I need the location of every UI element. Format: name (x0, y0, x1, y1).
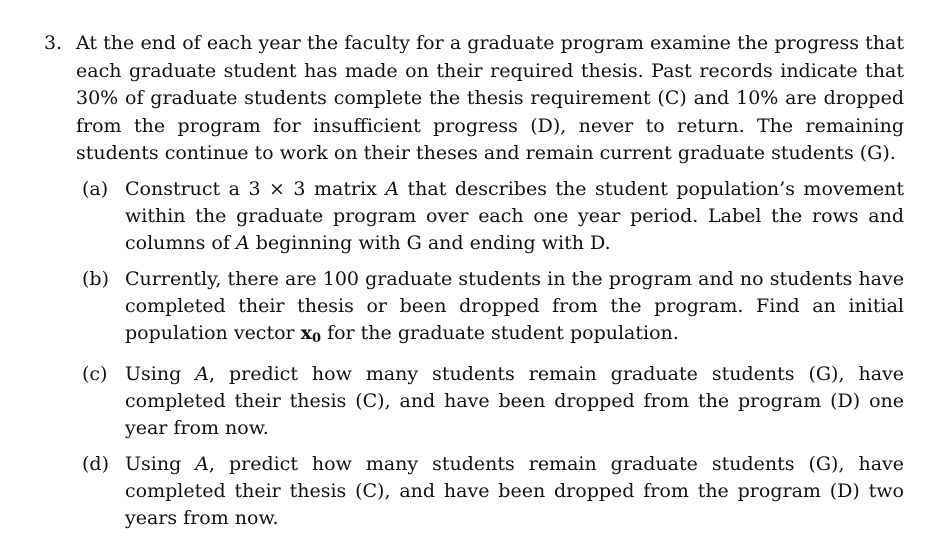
matrix-variable: A (195, 362, 209, 385)
part-c-label: (c) (82, 362, 108, 385)
part-d (82, 451, 904, 532)
problem-text: At the end of each year the faculty for a graduate program examine the progress that each graduate student has made on their required thesis. Past records indicate that 30% of graduate students complete the thesis requirement (C) and 10% are dropped from the program for insufficient progress (D), never to return. The remaining students continue to work on their theses and remain current graduate students (G). (76, 32, 904, 164)
part-b (82, 266, 904, 352)
part-b-text-1: Currently, there are 100 graduate students in the program and no students have completed their thesis or been dropped from the program. Find an initial population vector (125, 267, 904, 344)
part-b-text (125, 266, 904, 352)
part-d-text (125, 451, 904, 532)
part-a-text-3: beginning with G and ending with D. (249, 231, 611, 254)
part-c-text (125, 361, 904, 442)
part-b-text-2: for the graduate student population. (321, 321, 679, 344)
part-c (82, 361, 904, 442)
matrix-variable: A (195, 452, 209, 475)
matrix-variable: A (385, 177, 400, 200)
part-a-text (125, 176, 904, 257)
part-d-text-2: , predict how many students remain graduate students (G), have completed their thesis (C), and have been dropped from the program (D) two years from now. (125, 452, 904, 529)
part-c-text-1: Using (125, 362, 196, 385)
part-b-label: (b) (82, 267, 109, 290)
part-d-text-1: Using (125, 452, 196, 475)
problem-parts (44, 176, 904, 532)
matrix-variable: A (235, 231, 250, 254)
problem-3 (44, 30, 904, 541)
problem-statement (44, 30, 904, 168)
problem-number: 3. (44, 32, 63, 54)
part-a-text-2: that describes the student population’s movement within the graduate program over each one year period. Label the rows and columns of (125, 177, 904, 254)
part-a-label: (a) (82, 177, 109, 200)
part-a (82, 176, 904, 257)
vector-variable: x (300, 321, 312, 344)
vector-subscript: 0 (311, 330, 322, 346)
part-d-label: (d) (82, 452, 109, 475)
part-c-text-2: , predict how many students remain graduate students (G), have completed their thesis (C), and have been dropped from the program (D) one year from now. (125, 362, 904, 439)
part-a-text-1: Construct a 3 × 3 matrix (125, 177, 386, 200)
